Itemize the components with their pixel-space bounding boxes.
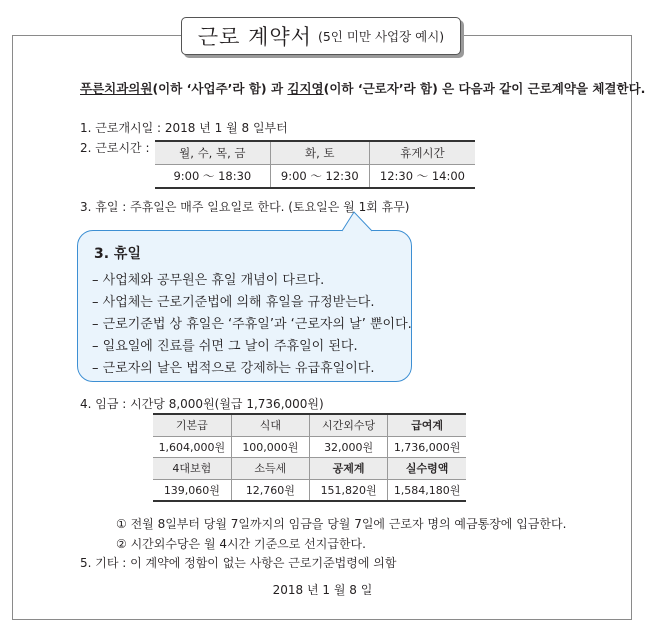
wage-cell: 1,604,000원 (153, 436, 231, 458)
bubble-item: – 사업체와 공무원은 휴일 개념이 다르다. (92, 273, 325, 288)
hours-value-weekday: 9:00 ～ 18:30 (155, 165, 270, 189)
wage-cell: 151,820원 (310, 479, 388, 501)
work-hours-label: 2. 근로시간 : (80, 141, 150, 155)
wage-header-net-pay: 실수령액 (388, 458, 466, 480)
wage-header-insurance: 4대보험 (153, 458, 231, 480)
hours-value-break: 12:30 ～ 14:00 (379, 169, 465, 183)
bubble-item: – 사업체는 근로기준법에 의해 휴일을 규정받는다. (92, 295, 375, 310)
holiday-line: 3. 휴일 : 주휴일은 매주 일요일로 한다. (토요일은 월 1회 휴무) (80, 200, 410, 214)
wage-header-income-tax: 소득세 (231, 458, 309, 480)
intro-part2: (이하 ‘근로자’라 함) 은 다음과 같이 근로계약을 체결한다. (323, 81, 645, 96)
bubble-item: – 근로자의 날은 법적으로 강제하는 유급휴일이다. (92, 361, 375, 376)
wage-header-overtime: 시간외수당 (310, 414, 388, 436)
wage-note-1: ① 전월 8일부터 당월 7일까지의 임금을 당월 7일에 근로자 명의 예금통장에 입금한다. (116, 517, 567, 531)
wage-cell: 1,584,180원 (393, 483, 461, 497)
table-row (153, 436, 466, 458)
wage-header-deduction: 공제계 (310, 458, 388, 480)
wage-table (153, 413, 466, 502)
wage-cell: 1,736,000원 (388, 436, 466, 458)
bubble-tail (340, 210, 390, 236)
hours-header-tue-sat: 화, 토 (270, 141, 369, 165)
hours-value-tue-sat: 9:00 ～ 12:30 (270, 165, 369, 189)
wage-header-base: 기본급 (153, 414, 231, 436)
hours-header-weekday: 월, 수, 목, 금 (155, 141, 270, 165)
wage-header-total: 급여계 (388, 414, 466, 436)
work-hours-table (155, 140, 475, 189)
wage-note-2: ② 시간외수당은 월 4시간 기준으로 선지급한다. (116, 537, 366, 551)
misc-line: 5. 기타 : 이 계약에 정함이 없는 사항은 근로기준법령에 의함 (80, 556, 397, 570)
wage-cell: 32,000원 (310, 436, 388, 458)
bubble-heading: 3. 휴일 (94, 246, 141, 262)
employee-name: 김지영 (287, 81, 324, 96)
hours-header-break: 휴게시간 (369, 141, 475, 165)
bubble-item: – 일요일에 진료를 쉬면 그 날이 주휴일이 된다. (92, 339, 358, 354)
intro-sentence (80, 79, 645, 97)
title-box (181, 17, 461, 55)
wage-cell: 139,060원 (153, 479, 231, 501)
table-row (153, 458, 466, 480)
wage-line: 4. 임금 : 시간당 8,000원(월급 1,736,000원) (80, 397, 324, 411)
document-title: 근로 계약서 (197, 25, 312, 49)
holiday-note-bubble (77, 230, 412, 382)
table-row (153, 414, 466, 436)
intro-part1: (이하 ‘사업주’라 함) 과 (152, 81, 288, 96)
document-subtitle: (5인 미만 사업장 예시) (317, 29, 445, 44)
wage-cell: 12,760원 (231, 479, 309, 501)
table-row (155, 141, 475, 165)
wage-header-meal: 식대 (231, 414, 309, 436)
table-row (153, 479, 466, 501)
wage-cell: 100,000원 (231, 436, 309, 458)
table-row (155, 165, 475, 189)
signature-date: 2018 년 1 월 8 일 (272, 583, 373, 597)
employer-name: 푸른치과의원 (80, 81, 153, 96)
bubble-item: – 근로기준법 상 휴일은 ‘주휴일’과 ‘근로자의 날’ 뿐이다. (92, 317, 412, 332)
start-date-line: 1. 근로개시일 : 2018 년 1 월 8 일부터 (80, 121, 288, 135)
